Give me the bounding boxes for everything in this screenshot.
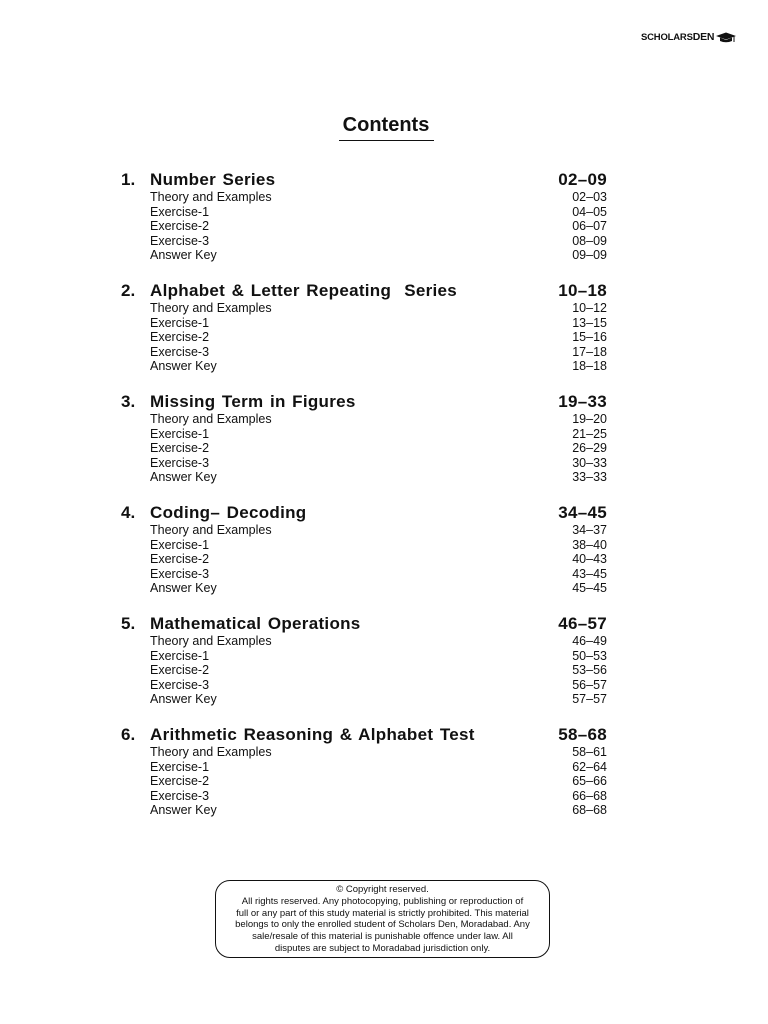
section-heading	[121, 169, 607, 190]
item-label: Exercise-1	[150, 759, 210, 774]
notice-line: belongs to only the enrolled student of Scholars Den, Moradabad. Any	[235, 919, 530, 931]
section-number: 6.	[121, 725, 136, 744]
section-title: Alphabet & Letter Repeating Series	[150, 281, 458, 300]
item-page-range: 43–45	[572, 566, 607, 581]
toc-item	[150, 581, 607, 596]
toc-item	[150, 663, 607, 678]
logo-text-scholars: SCHOLARS	[641, 31, 693, 43]
item-page-range: 46–49	[572, 634, 607, 648]
section-page-range: 58–68	[558, 725, 607, 744]
toc-item	[150, 760, 607, 775]
section-number: 5.	[121, 614, 136, 633]
copyright-heading: © Copyright reserved.	[336, 884, 429, 895]
item-label: Exercise-3	[150, 677, 210, 692]
toc-item	[150, 316, 607, 331]
item-label: Theory and Examples	[150, 634, 272, 648]
item-page-range: 40–43	[572, 552, 607, 566]
section-title: Mathematical Operations	[150, 614, 361, 633]
item-page-range: 33–33	[572, 470, 607, 484]
item-label: Exercise-3	[150, 344, 210, 359]
toc-item	[150, 205, 607, 220]
item-page-range: 62–64	[572, 759, 607, 774]
item-page-range: 30–33	[572, 455, 607, 470]
item-page-range: 57–57	[572, 692, 607, 706]
toc-item	[150, 745, 607, 760]
item-label: Exercise-1	[150, 315, 210, 330]
table-of-contents	[121, 169, 607, 818]
section-heading	[121, 724, 607, 745]
item-label: Answer Key	[150, 470, 217, 484]
toc-item	[150, 359, 607, 374]
section-items	[150, 301, 607, 374]
section-page-range: 02–09	[558, 170, 607, 189]
item-label: Answer Key	[150, 692, 217, 706]
toc-section	[121, 613, 607, 707]
section-heading	[121, 613, 607, 634]
toc-item	[150, 789, 607, 804]
section-number: 4.	[121, 503, 136, 522]
item-page-range: 53–56	[572, 663, 607, 677]
section-heading	[121, 391, 607, 412]
toc-section	[121, 502, 607, 596]
section-number: 1.	[121, 170, 136, 189]
item-label: Exercise-1	[150, 648, 210, 663]
section-title: Arithmetic Reasoning & Alphabet Test	[150, 725, 475, 744]
item-label: Exercise-2	[150, 774, 210, 788]
item-label: Theory and Examples	[150, 301, 272, 315]
item-page-range: 02–03	[572, 190, 607, 204]
toc-item	[150, 456, 607, 471]
section-page-range: 46–57	[558, 614, 607, 633]
item-page-range: 26–29	[572, 441, 607, 455]
item-label: Exercise-1	[150, 426, 210, 441]
item-label: Theory and Examples	[150, 412, 272, 426]
section-number: 3.	[121, 392, 136, 411]
item-label: Theory and Examples	[150, 745, 272, 759]
toc-item	[150, 538, 607, 553]
item-page-range: 06–07	[572, 219, 607, 233]
item-label: Exercise-1	[150, 204, 210, 219]
notice-line: disputes are subject to Moradabad jurisdiction only.	[274, 942, 491, 954]
item-page-range: 38–40	[572, 537, 607, 552]
toc-item	[150, 634, 607, 649]
item-label: Exercise-3	[150, 566, 210, 581]
item-label: Exercise-3	[150, 788, 210, 803]
item-page-range: 56–57	[572, 677, 607, 692]
section-items	[150, 190, 607, 263]
toc-item	[150, 248, 607, 263]
item-label: Exercise-3	[150, 233, 210, 248]
item-label: Answer Key	[150, 803, 217, 817]
section-items	[150, 745, 607, 818]
item-page-range: 65–66	[572, 774, 607, 788]
toc-item	[150, 803, 607, 818]
item-label: Exercise-2	[150, 330, 210, 344]
toc-item	[150, 412, 607, 427]
toc-item	[150, 190, 607, 205]
toc-item	[150, 234, 607, 249]
item-label: Answer Key	[150, 248, 217, 262]
toc-item	[150, 441, 607, 456]
section-number: 2.	[121, 281, 136, 300]
copyright-notice	[215, 880, 550, 958]
toc-item	[150, 678, 607, 693]
toc-item	[150, 649, 607, 664]
item-page-range: 04–05	[572, 204, 607, 219]
toc-item	[150, 427, 607, 442]
section-heading	[121, 280, 607, 301]
item-label: Exercise-2	[150, 552, 210, 566]
item-page-range: 19–20	[572, 412, 607, 426]
toc-item	[150, 523, 607, 538]
item-label: Exercise-2	[150, 663, 210, 677]
item-page-range: 68–68	[572, 803, 607, 817]
toc-item	[150, 567, 607, 582]
toc-item	[150, 692, 607, 707]
toc-section	[121, 724, 607, 818]
toc-item	[150, 774, 607, 789]
section-title: Number Series	[150, 170, 276, 189]
toc-item	[150, 552, 607, 567]
logo-text-den: DEN	[692, 31, 715, 43]
section-title: Missing Term in Figures	[150, 392, 356, 411]
item-label: Exercise-1	[150, 537, 210, 552]
toc-section	[121, 280, 607, 374]
toc-item	[150, 219, 607, 234]
section-items	[150, 412, 607, 485]
section-heading	[121, 502, 607, 523]
toc-item	[150, 330, 607, 345]
item-page-range: 34–37	[572, 523, 607, 537]
section-page-range: 19–33	[558, 392, 607, 411]
item-page-range: 13–15	[572, 315, 607, 330]
item-label: Exercise-3	[150, 455, 210, 470]
toc-item	[150, 301, 607, 316]
item-page-range: 50–53	[572, 648, 607, 663]
toc-section	[121, 391, 607, 485]
toc-section	[121, 169, 607, 263]
notice-line: sale/resale of this material is punishable offence under law. All	[252, 931, 513, 943]
section-title: Coding– Decoding	[150, 503, 307, 522]
item-label: Theory and Examples	[150, 523, 272, 537]
item-label: Answer Key	[150, 581, 217, 595]
item-label: Theory and Examples	[150, 190, 272, 204]
item-page-range: 08–09	[572, 233, 607, 248]
item-page-range: 17–18	[572, 344, 607, 359]
section-page-range: 34–45	[558, 503, 607, 522]
toc-item	[150, 345, 607, 360]
item-label: Answer Key	[150, 359, 217, 373]
notice-line: full or any part of this study material is strictly prohibited. This material	[236, 907, 529, 919]
page-title: Contents	[342, 114, 430, 136]
item-page-range: 66–68	[572, 788, 607, 803]
graduation-cap-icon	[715, 31, 737, 43]
section-items	[150, 634, 607, 707]
item-page-range: 21–25	[572, 426, 607, 441]
item-page-range: 15–16	[572, 330, 607, 344]
brand-logo	[641, 29, 737, 45]
toc-item	[150, 470, 607, 485]
item-label: Exercise-2	[150, 441, 210, 455]
title-underline	[339, 140, 434, 141]
item-page-range: 45–45	[572, 581, 607, 595]
section-items	[150, 523, 607, 596]
item-page-range: 18–18	[572, 359, 607, 373]
item-page-range: 09–09	[572, 248, 607, 262]
notice-line: All rights reserved. Any photocopying, publishing or reproduction of	[241, 895, 524, 907]
section-page-range: 10–18	[558, 281, 607, 300]
item-page-range: 58–61	[572, 745, 607, 759]
item-label: Exercise-2	[150, 219, 210, 233]
item-page-range: 10–12	[572, 301, 607, 315]
